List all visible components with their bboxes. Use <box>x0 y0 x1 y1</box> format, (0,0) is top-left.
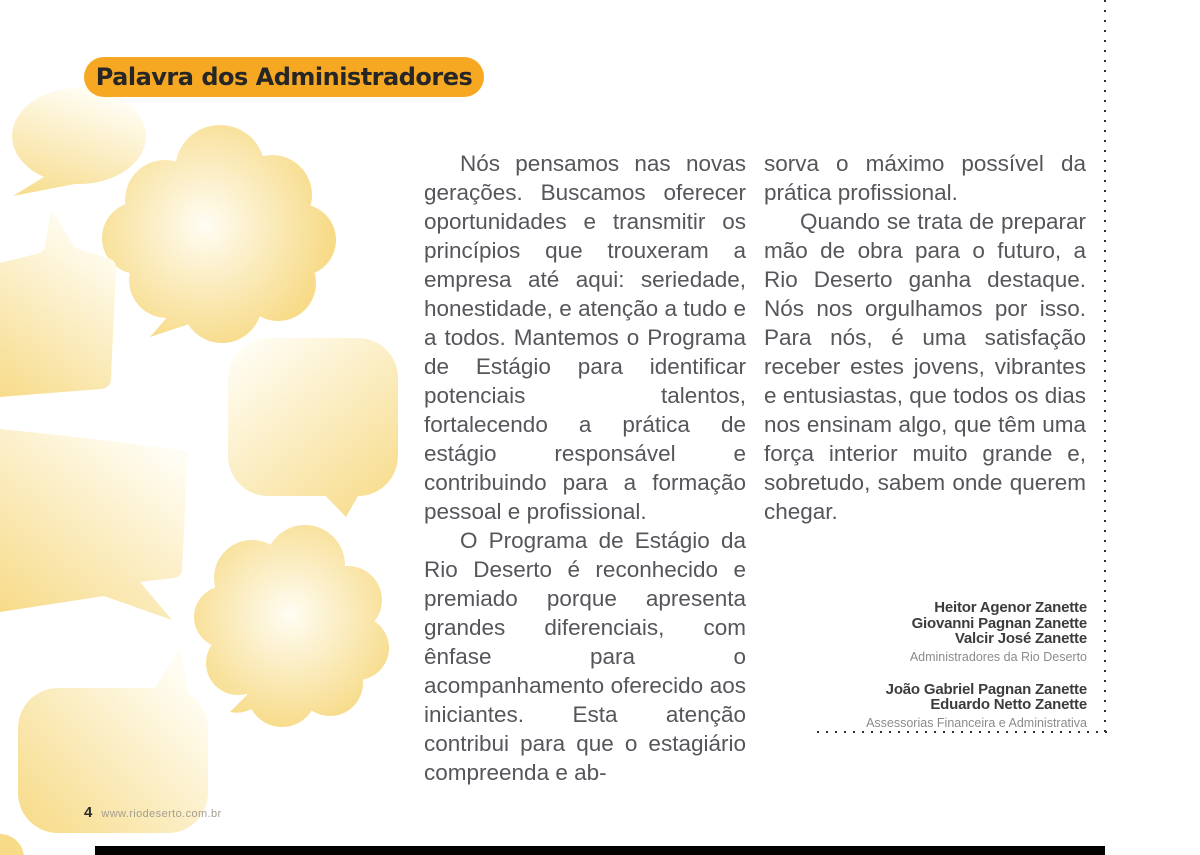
signature-group-administrators <box>747 600 1087 664</box>
speech-bubble-corner <box>0 834 24 855</box>
section-title-badge <box>84 57 484 97</box>
signatory-name: João Gabriel Pagnan Zanette <box>885 680 1087 698</box>
dotted-vertical-rule <box>1104 0 1106 733</box>
dotted-horizontal-rule <box>817 731 1109 733</box>
thought-bubble-cloud-2 <box>194 525 389 727</box>
signatory-name: Valcir José Zanette <box>954 630 1087 647</box>
page-number: 4 <box>84 804 93 821</box>
signatory-role: Assessorias Financeira e Administrativa <box>866 715 1087 730</box>
speech-bubble-left-edge <box>0 213 116 398</box>
footer-bar <box>95 846 1105 855</box>
footer <box>84 804 222 821</box>
article-column-1 <box>424 149 746 787</box>
speech-bubbles-graphic <box>0 0 420 855</box>
page-title: Palavra dos Administradores <box>95 63 473 91</box>
signatory-name: Eduardo Netto Zanette <box>930 696 1087 713</box>
paragraph: O Programa de Estágio da Rio Deserto é reconhecido e premiado porque apresenta grandes diferenciais, com ênfase para o acompanhamento oferecido aos iniciantes. Esta atenção contribui para que o estagiário compreenda e ab- <box>424 528 746 785</box>
speech-bubble-large <box>0 429 188 620</box>
paragraph: Nós pensamos nas novas gerações. Buscamos oferecer oportunidades e transmitir os princípios que trouxeram a empresa até aqui: seriedade, honestidade, e atenção a tudo e a todos. Mantemos o Programa de Estágio para identificar potenciais talentos, fortalecendo a prática de estágio responsável e contribuindo para a formação pessoal e profissional. <box>424 151 746 524</box>
signatory-name: Heitor Agenor Zanette <box>934 599 1087 616</box>
speech-bubble-round <box>12 88 146 196</box>
signature-group-advisors <box>747 682 1087 730</box>
speech-bubble-square <box>228 338 398 517</box>
article-column-2 <box>764 149 1086 526</box>
paragraph: sorva o máximo possível da prática profissional. <box>764 151 1086 205</box>
website-url: www.riodeserto.com.br <box>101 808 222 820</box>
signature-block <box>747 600 1087 730</box>
paragraph: Quando se trata de preparar mão de obra para o futuro, a Rio Deserto ganha destaque. Nós nos orgulhamos por isso. Para nós, é uma satisfação receber estes jovens, vibrantes e entusiastas, que todos os dias nos ensinam algo, que têm uma força interior muito grande e, sobretudo, sabem onde querem chegar. <box>764 209 1086 524</box>
signatory-name: Giovanni Pagnan Zanette <box>911 614 1087 632</box>
signatory-role: Administradores da Rio Deserto <box>909 649 1087 664</box>
